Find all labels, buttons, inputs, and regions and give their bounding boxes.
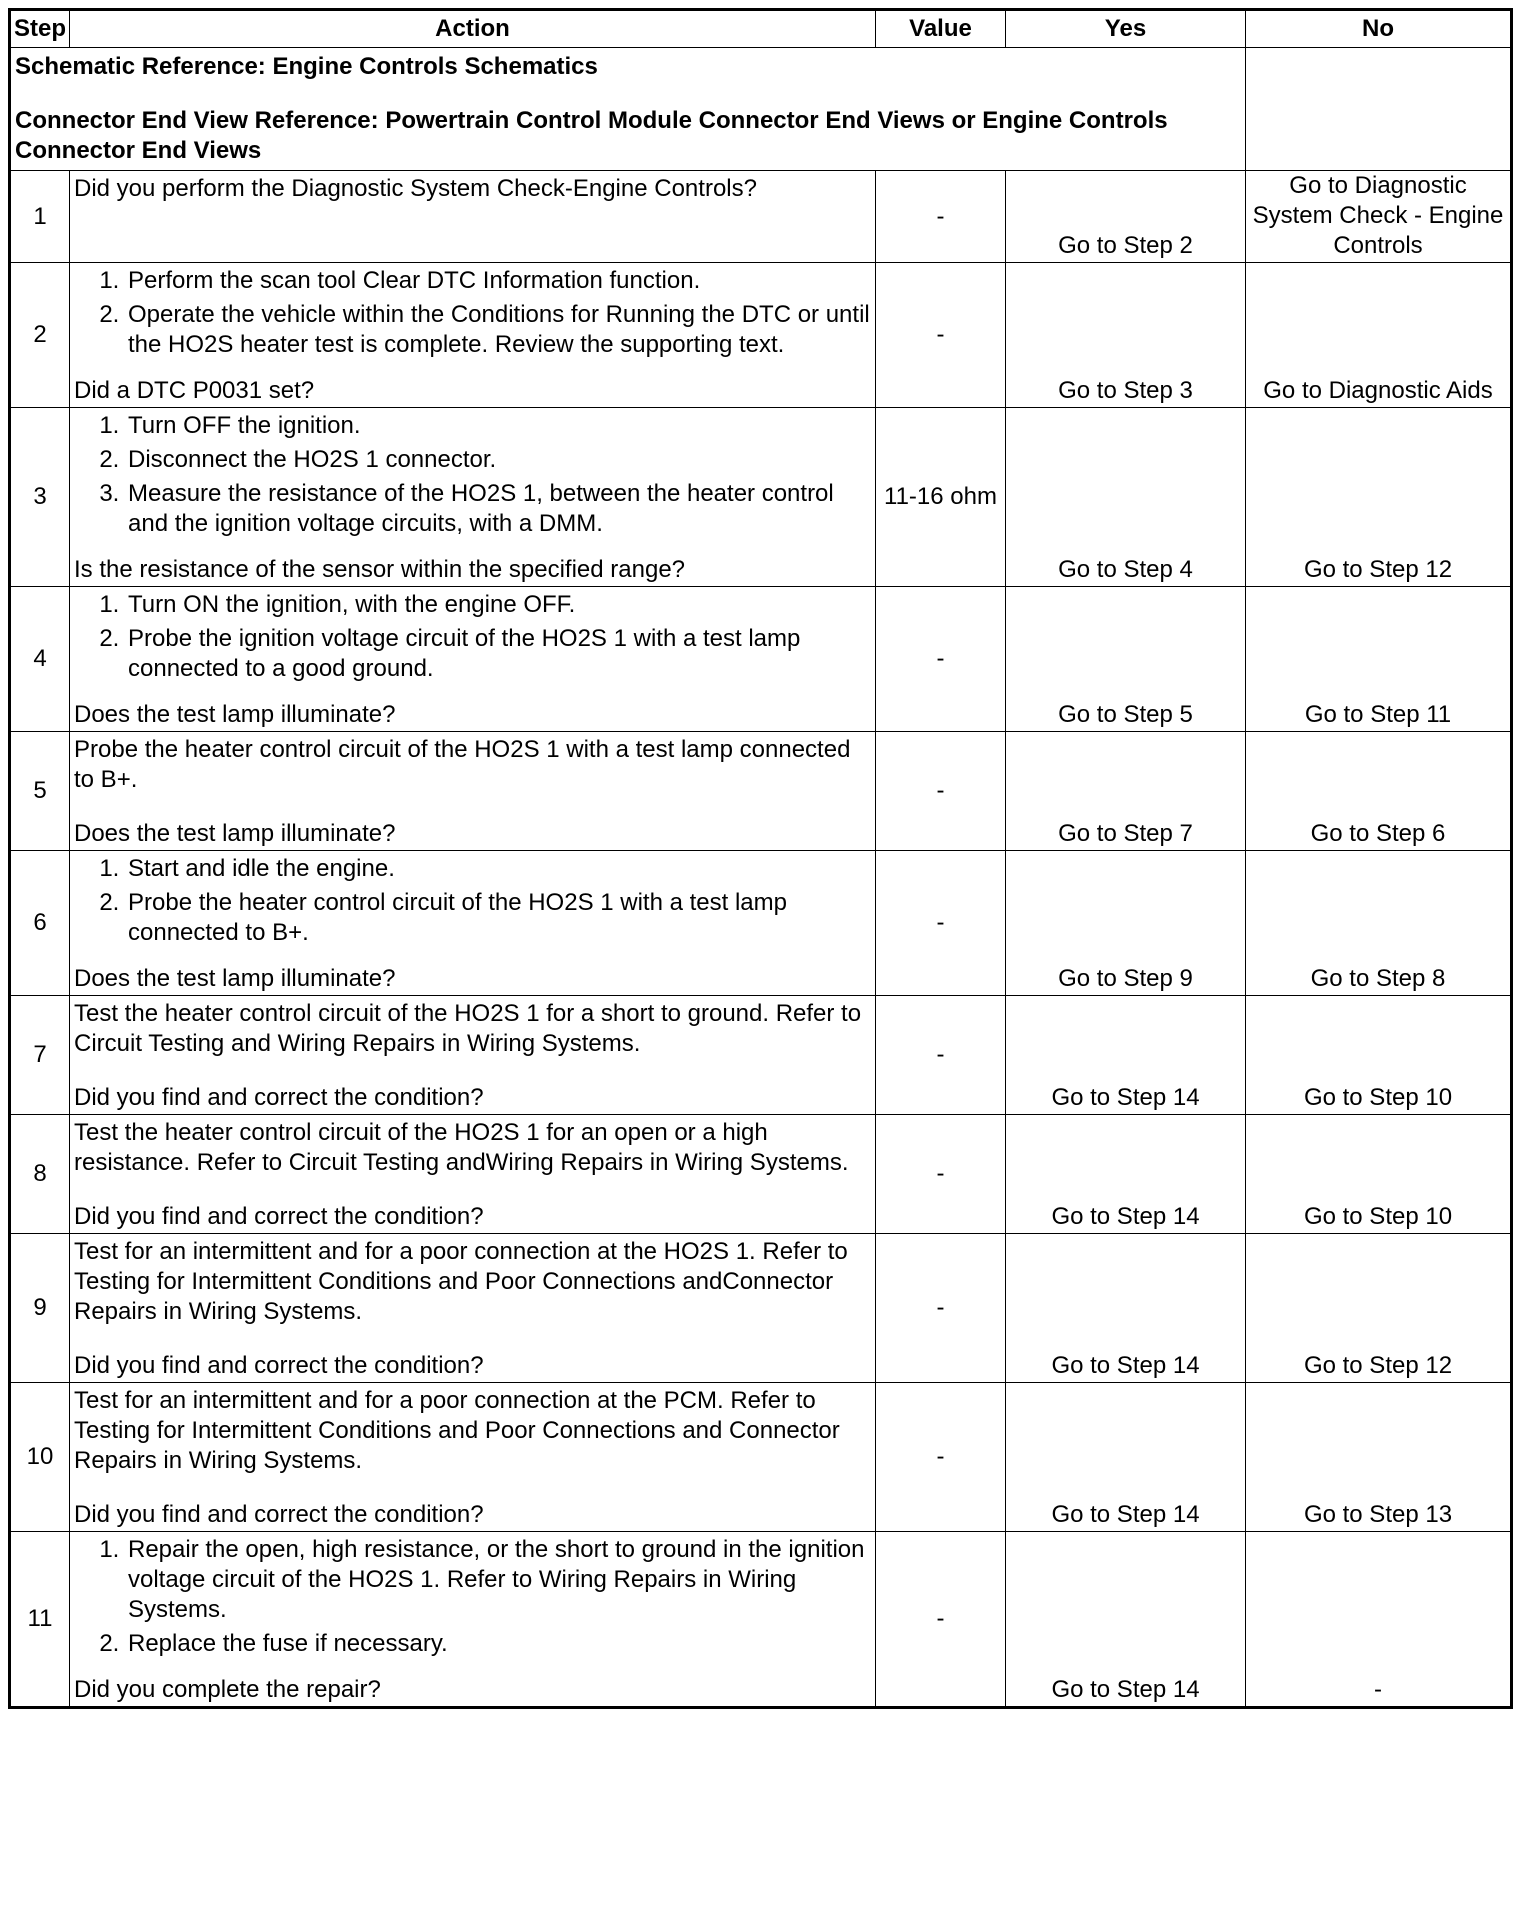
step-number: 11	[10, 1532, 70, 1708]
yes-cell: Go to Step 2	[1006, 171, 1246, 263]
no-cell: Go to Step 13	[1246, 1383, 1512, 1532]
action-cell	[70, 732, 876, 851]
table-row	[10, 1115, 1512, 1234]
header-yes: Yes	[1006, 10, 1246, 48]
action-text: Test the heater control circuit of the HO2S 1 for a short to ground. Refer to Circuit Testing and Wiring Repairs in Wiring Systems.	[74, 1000, 862, 1057]
header-no: No	[1246, 10, 1512, 48]
action-question: Did you find and correct the condition?	[74, 1501, 484, 1528]
step-number: 9	[10, 1234, 70, 1383]
step-number: 6	[10, 851, 70, 996]
step-number: 1	[10, 171, 70, 263]
table-row	[10, 171, 1512, 263]
action-list-item: 2. Disconnect the HO2S 1 connector.	[126, 445, 871, 475]
value-cell: -	[876, 587, 1006, 732]
table-row	[10, 851, 1512, 996]
connector-reference: Connector End View Reference: Powertrain Control Module Connector End Views or Engine Controls Connector End Views	[15, 107, 1168, 164]
action-cell	[70, 171, 876, 263]
action-list-item: 2. Probe the ignition voltage circuit of the HO2S 1 with a test lamp connected to a good ground.	[126, 624, 871, 684]
step-number: 3	[10, 408, 70, 587]
no-cell: -	[1246, 1532, 1512, 1708]
action-list	[74, 411, 871, 539]
action-cell	[70, 1234, 876, 1383]
diagnostic-table	[8, 8, 1513, 1709]
reference-row	[10, 48, 1512, 171]
yes-cell: Go to Step 14	[1006, 1383, 1246, 1532]
action-question: Did you find and correct the condition?	[74, 1352, 484, 1379]
action-cell	[70, 1383, 876, 1532]
action-text: Probe the heater control circuit of the HO2S 1 with a test lamp connected to B+.	[74, 736, 851, 793]
action-list-item: 2. Operate the vehicle within the Conditions for Running the DTC or until the HO2S heater test is complete. Review the supporting text.	[126, 300, 871, 360]
value-cell: 11-16 ohm	[876, 408, 1006, 587]
yes-cell: Go to Step 7	[1006, 732, 1246, 851]
table-row	[10, 1234, 1512, 1383]
no-cell: Go to Step 8	[1246, 851, 1512, 996]
action-list	[74, 266, 871, 360]
value-cell: -	[876, 1383, 1006, 1532]
action-list-item: 2. Replace the fuse if necessary.	[126, 1629, 871, 1659]
yes-cell: Go to Step 14	[1006, 1532, 1246, 1708]
header-row	[10, 10, 1512, 48]
action-text: Did you perform the Diagnostic System Check-Engine Controls?	[74, 175, 757, 202]
header-value: Value	[876, 10, 1006, 48]
no-cell: Go to Step 12	[1246, 1234, 1512, 1383]
header-step: Step	[10, 10, 70, 48]
action-list	[74, 590, 871, 684]
action-cell	[70, 408, 876, 587]
yes-cell: Go to Step 14	[1006, 1115, 1246, 1234]
action-question: Did a DTC P0031 set?	[74, 377, 315, 404]
no-cell: Go to Step 11	[1246, 587, 1512, 732]
step-number: 7	[10, 996, 70, 1115]
no-cell: Go to Step 10	[1246, 996, 1512, 1115]
yes-cell: Go to Step 14	[1006, 1234, 1246, 1383]
action-question: Does the test lamp illuminate?	[74, 701, 396, 728]
no-cell: Go to Step 12	[1246, 408, 1512, 587]
action-list-item: 1. Turn OFF the ignition.	[126, 411, 871, 441]
action-question: Did you find and correct the condition?	[74, 1203, 484, 1230]
no-cell: Go to Diagnostic Aids	[1246, 263, 1512, 408]
table-row	[10, 1532, 1512, 1708]
value-cell: -	[876, 732, 1006, 851]
yes-cell: Go to Step 4	[1006, 408, 1246, 587]
no-cell: Go to Step 10	[1246, 1115, 1512, 1234]
value-cell: -	[876, 171, 1006, 263]
action-list-item: 1. Repair the open, high resistance, or the short to ground in the ignition voltage circuit of the HO2S 1. Refer to Wiring Repairs in Wiring Systems.	[126, 1535, 871, 1625]
value-cell: -	[876, 263, 1006, 408]
value-cell: -	[876, 1234, 1006, 1383]
action-list-item: 1. Start and idle the engine.	[126, 854, 871, 884]
reference-cell	[10, 48, 1246, 171]
action-text: Test for an intermittent and for a poor connection at the PCM. Refer to Testing for Intermittent Conditions and Poor Connections and Connector Repairs in Wiring Systems.	[74, 1387, 840, 1474]
action-cell	[70, 996, 876, 1115]
schematic-reference: Schematic Reference: Engine Controls Schematics	[15, 53, 598, 80]
action-question: Does the test lamp illuminate?	[74, 820, 396, 847]
yes-cell: Go to Step 5	[1006, 587, 1246, 732]
action-cell	[70, 1115, 876, 1234]
action-question: Does the test lamp illuminate?	[74, 965, 396, 992]
value-cell: -	[876, 1115, 1006, 1234]
no-cell: Go to Step 6	[1246, 732, 1512, 851]
step-number: 8	[10, 1115, 70, 1234]
action-list	[74, 854, 871, 948]
value-cell: -	[876, 1532, 1006, 1708]
action-text: Test the heater control circuit of the HO2S 1 for an open or a high resistance. Refer to Circuit Testing andWiring Repairs in Wiring Systems.	[74, 1119, 849, 1176]
action-question: Did you find and correct the condition?	[74, 1084, 484, 1111]
header-action: Action	[70, 10, 876, 48]
value-cell: -	[876, 996, 1006, 1115]
table-row	[10, 1383, 1512, 1532]
action-list-item: 1. Perform the scan tool Clear DTC Information function.	[126, 266, 871, 296]
table-row	[10, 263, 1512, 408]
table-row	[10, 587, 1512, 732]
action-cell	[70, 263, 876, 408]
action-cell	[70, 587, 876, 732]
action-list-item: 3. Measure the resistance of the HO2S 1, between the heater control and the ignition voltage circuits, with a DMM.	[126, 479, 871, 539]
yes-cell: Go to Step 3	[1006, 263, 1246, 408]
action-text: Test for an intermittent and for a poor connection at the HO2S 1. Refer to Testing for Intermittent Conditions and Poor Connections andConnector Repairs in Wiring Systems.	[74, 1238, 848, 1325]
action-list-item: 2. Probe the heater control circuit of the HO2S 1 with a test lamp connected to B+.	[126, 888, 871, 948]
action-cell	[70, 1532, 876, 1708]
no-cell: Go to Diagnostic System Check - Engine Controls	[1246, 171, 1512, 263]
step-number: 5	[10, 732, 70, 851]
step-number: 4	[10, 587, 70, 732]
step-number: 2	[10, 263, 70, 408]
yes-cell: Go to Step 14	[1006, 996, 1246, 1115]
action-list	[74, 1535, 871, 1659]
yes-cell: Go to Step 9	[1006, 851, 1246, 996]
step-number: 10	[10, 1383, 70, 1532]
table-row	[10, 996, 1512, 1115]
table-row	[10, 408, 1512, 587]
action-question: Did you complete the repair?	[74, 1676, 381, 1703]
action-cell	[70, 851, 876, 996]
value-cell: -	[876, 851, 1006, 996]
action-question: Is the resistance of the sensor within the specified range?	[74, 556, 686, 583]
table-row	[10, 732, 1512, 851]
reference-empty-cell	[1246, 48, 1512, 171]
action-list-item: 1. Turn ON the ignition, with the engine OFF.	[126, 590, 871, 620]
